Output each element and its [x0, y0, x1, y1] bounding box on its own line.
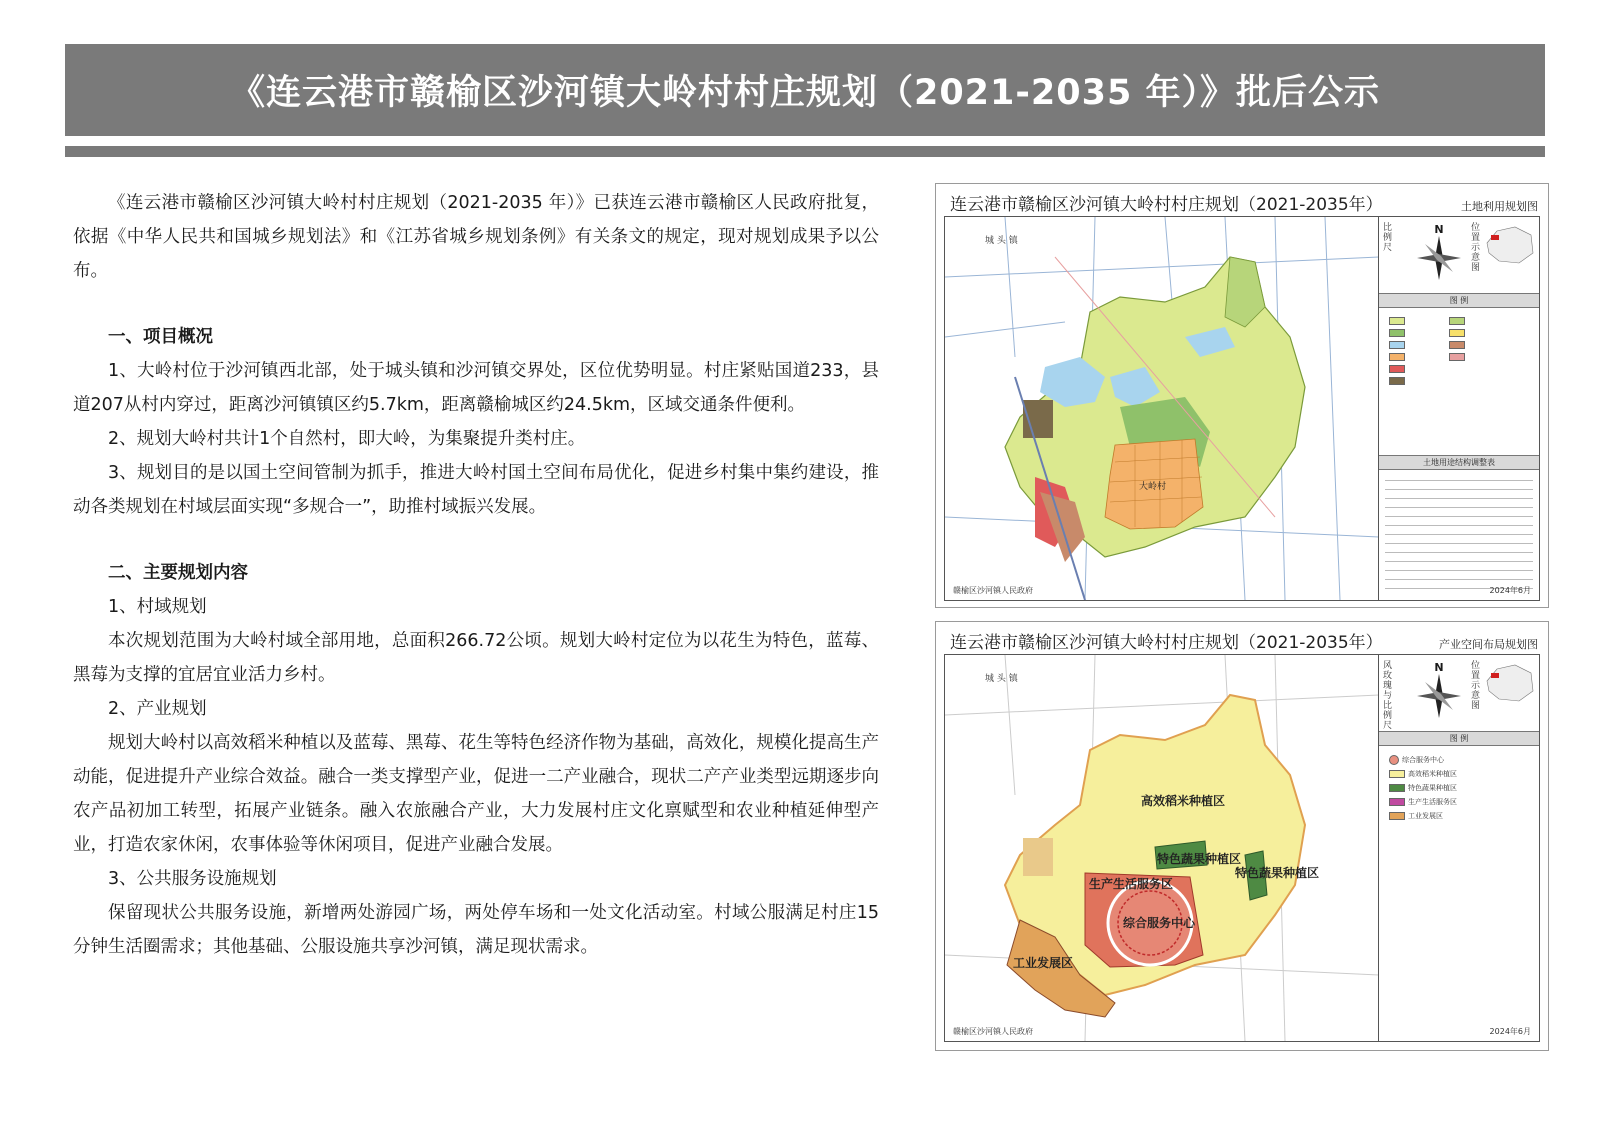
industry-scale-label: 风玫瑰与比例尺 — [1383, 661, 1393, 731]
land-use-map-drawing — [945, 217, 1379, 600]
legend-rice-zone: 高效稻米种植区 — [1389, 769, 1457, 779]
land-use-map-title: 连云港市赣榆区沙河镇大岭村村庄规划（2021-2035年） — [950, 195, 1383, 215]
subheading-village-planning: 1、村域规划 — [108, 597, 207, 617]
section-heading-overview: 一、项目概况 — [108, 327, 213, 347]
industry-compass-rose-icon: N — [1417, 661, 1461, 721]
land-use-map-issuer: 赣榆区沙河镇人民政府 — [953, 586, 1033, 595]
industry-map-title: 连云港市赣榆区沙河镇大岭村村庄规划（2021-2035年） — [950, 633, 1383, 653]
title-divider — [65, 146, 1545, 157]
subheading-industry-planning: 2、产业规划 — [108, 699, 207, 719]
industry-map-date: 2024年6月 — [1489, 1027, 1531, 1036]
land-use-map-subtitle: 土地利用规划图 — [1461, 200, 1538, 213]
overview-paragraph-1: 1、大岭村位于沙河镇西北部，处于城头镇和沙河镇交界处，区位优势明显。村庄紧贴国道233，县道207从村内穿过，距离沙河镇镇区约5.7km，距离赣榆城区约24.5km，区域交通条件便利。 — [73, 361, 879, 415]
veg-zone-2-label: 特色蔬果种植区 — [1235, 866, 1320, 880]
scale-label: 比例尺 — [1383, 223, 1393, 253]
village-planning-paragraph: 本次规划范围为大岭村域全部用地，总面积266.72公顷。规划大岭村定位为以花生为特色，蓝莓、黑莓为支撑的宜居宜业活力乡村。 — [73, 631, 879, 685]
land-use-map-date: 2024年6月 — [1489, 586, 1531, 595]
service-zone-label: 生产生活服务区 — [1089, 877, 1174, 891]
land-use-legend-panel — [1378, 217, 1539, 600]
legend-veg-zone: 特色蔬果种植区 — [1389, 783, 1457, 793]
industry-location-label: 位置示意图 — [1471, 661, 1481, 711]
notice-body — [73, 186, 879, 964]
service-center-label: 综合服务中心 — [1123, 916, 1196, 930]
legend-industry-zone: 工业发展区 — [1389, 811, 1443, 821]
industry-map-town-label: 城 头 镇 — [985, 674, 1018, 684]
industry-zone-label: 工业发展区 — [1013, 956, 1074, 970]
land-use-map-frame — [944, 216, 1540, 601]
page-title: 《连云港市赣榆区沙河镇大岭村村庄规划（2021-2035 年）》批后公示 — [65, 44, 1545, 140]
village-name-label: 大岭村 — [1139, 482, 1167, 492]
industry-layout-map — [935, 621, 1549, 1051]
industry-planning-paragraph: 规划大岭村以高效稻米种植以及蓝莓、黑莓、花生等特色经济作物为基础，高效化，规模化提高生产动能，促进提升产业综合效益。融合一类支撑型产业，促进一二产业融合，现状二产产业类型远期逐步向农产品初加工转型，拓展产业链条。融入农旅融合产业，大力发展村庄文化禀赋型和农业种植延伸型产业，打造农家休闲，农事体验等休闲项目，促进产业融合发展。 — [73, 733, 879, 855]
section-heading-planning: 二、主要规划内容 — [108, 563, 248, 583]
industry-legend-panel — [1378, 655, 1539, 1041]
town-name-label: 城 头 镇 — [985, 236, 1018, 246]
public-services-paragraph: 保留现状公共服务设施，新增两处游园广场，两处停车场和一处文化活动室。村域公服满足村庄15分钟生活圈需求；其他基础、公服设施共享沙河镇，满足现状需求。 — [73, 903, 879, 957]
industry-map-subtitle: 产业空间布局规划图 — [1439, 638, 1538, 651]
industry-legend-header: 图 例 — [1379, 731, 1539, 746]
intro-paragraph: 《连云港市赣榆区沙河镇大岭村村庄规划（2021-2035 年）》已获连云港市赣榆区人民政府批复，依据《中华人民共和国城乡规划法》和《江苏省城乡规划条例》有关条文的规定，现对规划成果予以公布。 — [73, 193, 879, 281]
orchard-block-industry — [1023, 838, 1053, 876]
industry-map-issuer: 赣榆区沙河镇人民政府 — [953, 1027, 1033, 1036]
legend-service-zone: 生产生活服务区 — [1389, 797, 1457, 807]
legend-header: 图 例 — [1379, 293, 1539, 308]
legend-service-center: 综合服务中心 — [1389, 755, 1444, 765]
location-label: 位置示意图 — [1471, 223, 1481, 273]
compass-rose-icon: N — [1417, 223, 1461, 283]
land-use-table-header: 土地用途结构调整表 — [1379, 455, 1539, 470]
location-map-icon — [1485, 223, 1535, 267]
industry-location-map-icon — [1485, 661, 1535, 705]
industry-map-frame — [944, 654, 1540, 1042]
veg-zone-1-label: 特色蔬果种植区 — [1157, 852, 1242, 866]
land-use-map — [935, 183, 1549, 608]
industry-map-drawing — [945, 655, 1379, 1041]
overview-paragraph-2: 2、规划大岭村共计1个自然村，即大岭，为集聚提升类村庄。 — [108, 429, 586, 449]
subheading-public-services: 3、公共服务设施规划 — [108, 869, 277, 889]
overview-paragraph-3: 3、规划目的是以国土空间管制为抓手，推进大岭村国土空间布局优化，促进乡村集中集约建设，推动各类规划在村域层面实现“多规合一”，助推村域振兴发展。 — [73, 463, 879, 517]
rice-zone-label: 高效稻米种植区 — [1141, 794, 1226, 808]
